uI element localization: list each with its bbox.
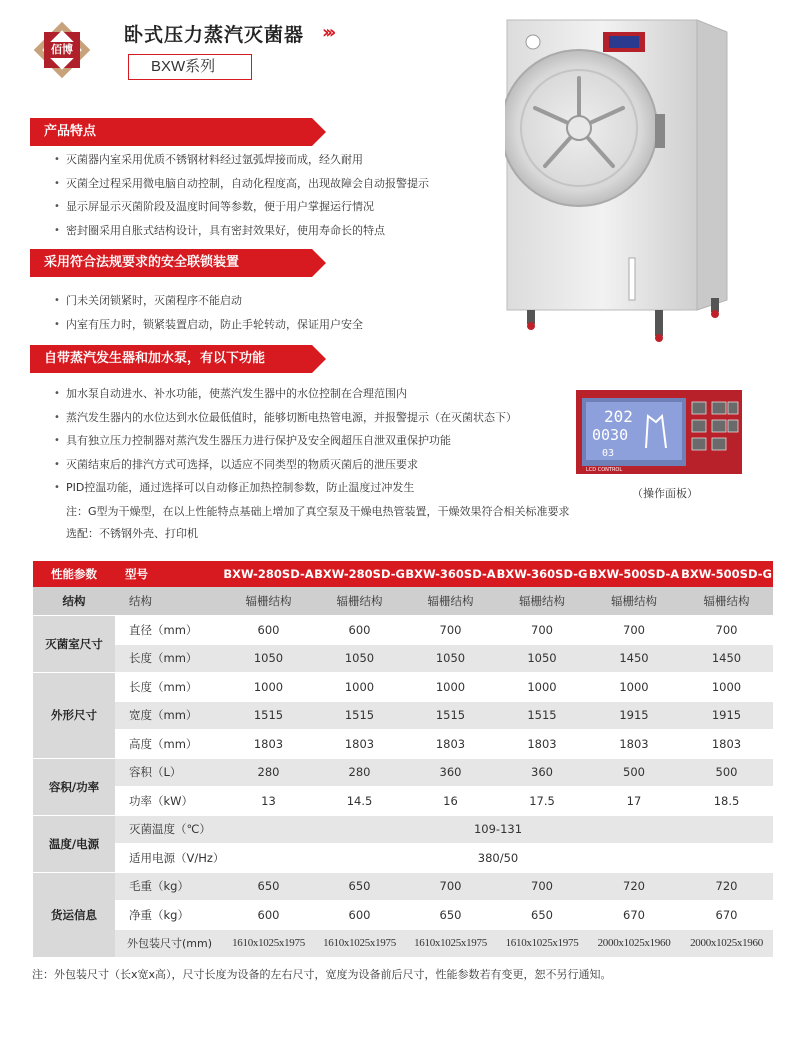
group-label: 外形尺寸 [33,673,115,759]
table-cell: 650 [314,872,405,901]
row-label: 毛重（kg） [115,872,223,901]
svg-text:LCD CONTROL: LCD CONTROL [586,467,623,473]
table-cell: 1610x1025x1975 [314,929,405,958]
list-item: • 内室有压力时，锁紧装置启动，防止手轮转动，保证用户安全 [52,313,363,337]
row-label: 宽度（mm） [115,701,223,730]
table-cell: 辐栅结构 [223,587,314,616]
row-label: 长度（mm） [115,644,223,673]
table-cell: 360 [496,758,588,787]
row-label: 灭菌温度（℃） [115,815,223,844]
table-cell: 1000 [223,673,314,702]
control-panel-image [576,390,742,474]
group-label: 货运信息 [33,872,115,958]
table-row [33,787,773,816]
list-item: • 灭菌结束后的排汽方式可选择，以适应不同类型的物质灭菌后的泄压要求 [52,453,517,477]
series-label: BXW系列 [128,54,252,80]
list-item: • 灭菌器内室采用优质不锈钢材料经过氩弧焊接而成，经久耐用 [52,148,429,172]
table-cell: 280 [223,758,314,787]
table-cell: 360 [405,758,496,787]
svg-text:03: 03 [602,448,615,459]
table-cell: 720 [680,872,773,901]
table-cell: 16 [405,787,496,816]
table-row [33,701,773,730]
footnote: 注：外包装尺寸（长x宽x高），尺寸长度为设备的左右尺寸，宽度为设备前后尺寸，性能参数若有变更，恕不另行通知。 [32,968,612,981]
table-cell: 2000x1025x1960 [588,929,680,958]
steam-list [52,382,517,500]
list-item: • 加水泵自动进水、补水功能，使蒸汽发生器中的水位控制在合理范围内 [52,382,517,406]
row-label: 直径（mm） [115,616,223,645]
table-cell: 1515 [496,701,588,730]
table-header-cell: BXW-360SD-A [405,561,496,587]
table-cell: 18.5 [680,787,773,816]
svg-text:202: 202 [604,407,633,426]
table-header-cell: BXW-500SD-A [588,561,680,587]
group-label: 灭菌室尺寸 [33,616,115,673]
title-chevron-icon: ››› [322,22,333,43]
table-row [33,673,773,702]
row-label: 净重（kg） [115,901,223,930]
table-cell: 280 [314,758,405,787]
table-cell: 700 [496,616,588,645]
dry-type-note: 注：G型为干燥型，在以上性能特点基础上增加了真空泵及干燥电热管装置，干燥效果符合相关标准要求 [66,505,570,518]
row-label: 适用电源（V/Hz） [115,844,223,873]
table-cell: 1803 [223,730,314,759]
table-cell: 1050 [496,644,588,673]
table-cell: 辐栅结构 [588,587,680,616]
row-label: 外包装尺寸(mm) [115,929,223,958]
table-row [33,872,773,901]
chevron-right-icon [310,345,326,373]
table-row [33,758,773,787]
table-row [33,901,773,930]
table-cell: 13 [223,787,314,816]
table-cell: 650 [223,872,314,901]
table-row [33,587,773,616]
table-cell: 17.5 [496,787,588,816]
row-label: 功率（kW） [115,787,223,816]
table-cell: 600 [314,901,405,930]
options-note: 选配：不锈钢外壳、打印机 [66,527,198,540]
table-cell: 1515 [223,701,314,730]
table-cell: 670 [680,901,773,930]
table-cell: 380/50 [223,844,773,873]
table-row [33,644,773,673]
autoclave-product-image [505,18,735,346]
spec-table [33,561,773,958]
table-cell: 1610x1025x1975 [496,929,588,958]
table-cell: 1610x1025x1975 [223,929,314,958]
table-cell: 600 [223,616,314,645]
table-header-cell: 型号 [115,561,223,587]
table-cell: 1000 [405,673,496,702]
svg-text:0030: 0030 [592,426,629,444]
table-cell: 720 [588,872,680,901]
table-cell: 辐栅结构 [405,587,496,616]
page-title: 卧式压力蒸汽灭菌器 [124,24,305,46]
table-cell: 1000 [680,673,773,702]
table-cell: 1610x1025x1975 [405,929,496,958]
table-cell: 2000x1025x1960 [680,929,773,958]
table-cell: 1803 [680,730,773,759]
table-cell: 650 [496,901,588,930]
table-cell: 1915 [680,701,773,730]
list-item: • PID控温功能，通过选择可以自动修正加热控制参数，防止温度过冲发生 [52,476,517,500]
table-cell: 650 [405,901,496,930]
group-label: 温度/电源 [33,815,115,872]
panel-caption: （操作面板） [632,487,698,500]
table-cell: 109-131 [223,815,773,844]
chevron-right-icon [310,249,326,277]
table-cell: 1515 [314,701,405,730]
table-cell: 1000 [314,673,405,702]
table-cell: 1515 [405,701,496,730]
table-cell: 1050 [405,644,496,673]
table-cell: 1000 [496,673,588,702]
row-label: 高度（mm） [115,730,223,759]
logo-text: 佰博 [51,43,73,56]
table-cell: 辐栅结构 [314,587,405,616]
table-header-cell: BXW-360SD-G [496,561,588,587]
table-cell: 14.5 [314,787,405,816]
table-cell: 700 [680,616,773,645]
table-cell: 1803 [588,730,680,759]
list-item: • 灭菌全过程采用微电脑自动控制，自动化程度高，出现故障会自动报警提示 [52,172,429,196]
table-header-cell: BXW-280SD-G [314,561,405,587]
chevron-right-icon [310,118,326,146]
table-cell: 700 [405,872,496,901]
table-cell: 辐栅结构 [680,587,773,616]
list-item: • 显示屏显示灭菌阶段及温度时间等参数，便于用户掌握运行情况 [52,195,429,219]
table-cell: 17 [588,787,680,816]
table-cell: 500 [588,758,680,787]
group-label: 容积/功率 [33,758,115,815]
table-row [33,929,773,958]
table-cell: 1803 [405,730,496,759]
table-row [33,844,773,873]
table-cell: 1000 [588,673,680,702]
table-cell: 1050 [223,644,314,673]
table-cell: 1915 [588,701,680,730]
row-label: 结构 [115,587,223,616]
table-row [33,815,773,844]
row-label: 长度（mm） [115,673,223,702]
list-item: • 蒸汽发生器内的水位达到水位最低值时，能够切断电热管电源，并报警提示（在灭菌状态下） [52,406,517,430]
list-item: • 具有独立压力控制器对蒸汽发生器压力进行保护及安全阀超压自泄双重保护功能 [52,429,517,453]
table-header-cell: 性能参数 [33,561,115,587]
table-header-cell: BXW-500SD-G [680,561,773,587]
table-cell: 670 [588,901,680,930]
group-label: 结构 [33,587,115,616]
row-label: 容积（L） [115,758,223,787]
table-header-row [33,561,773,587]
table-cell: 1050 [314,644,405,673]
table-header-cell: BXW-280SD-A [223,561,314,587]
list-item: • 门未关闭锁紧时，灭菌程序不能启动 [52,289,363,313]
table-cell: 700 [496,872,588,901]
table-cell: 600 [314,616,405,645]
table-cell: 1450 [680,644,773,673]
table-cell: 500 [680,758,773,787]
features-list [52,148,429,242]
table-cell: 700 [405,616,496,645]
table-cell: 1803 [314,730,405,759]
table-cell: 600 [223,901,314,930]
safety-list [52,289,363,336]
table-cell: 1450 [588,644,680,673]
list-item: • 密封圈采用自胀式结构设计，具有密封效果好，使用寿命长的特点 [52,219,429,243]
table-cell: 700 [588,616,680,645]
table-cell: 辐栅结构 [496,587,588,616]
table-cell: 1803 [496,730,588,759]
table-row [33,730,773,759]
table-row [33,616,773,645]
